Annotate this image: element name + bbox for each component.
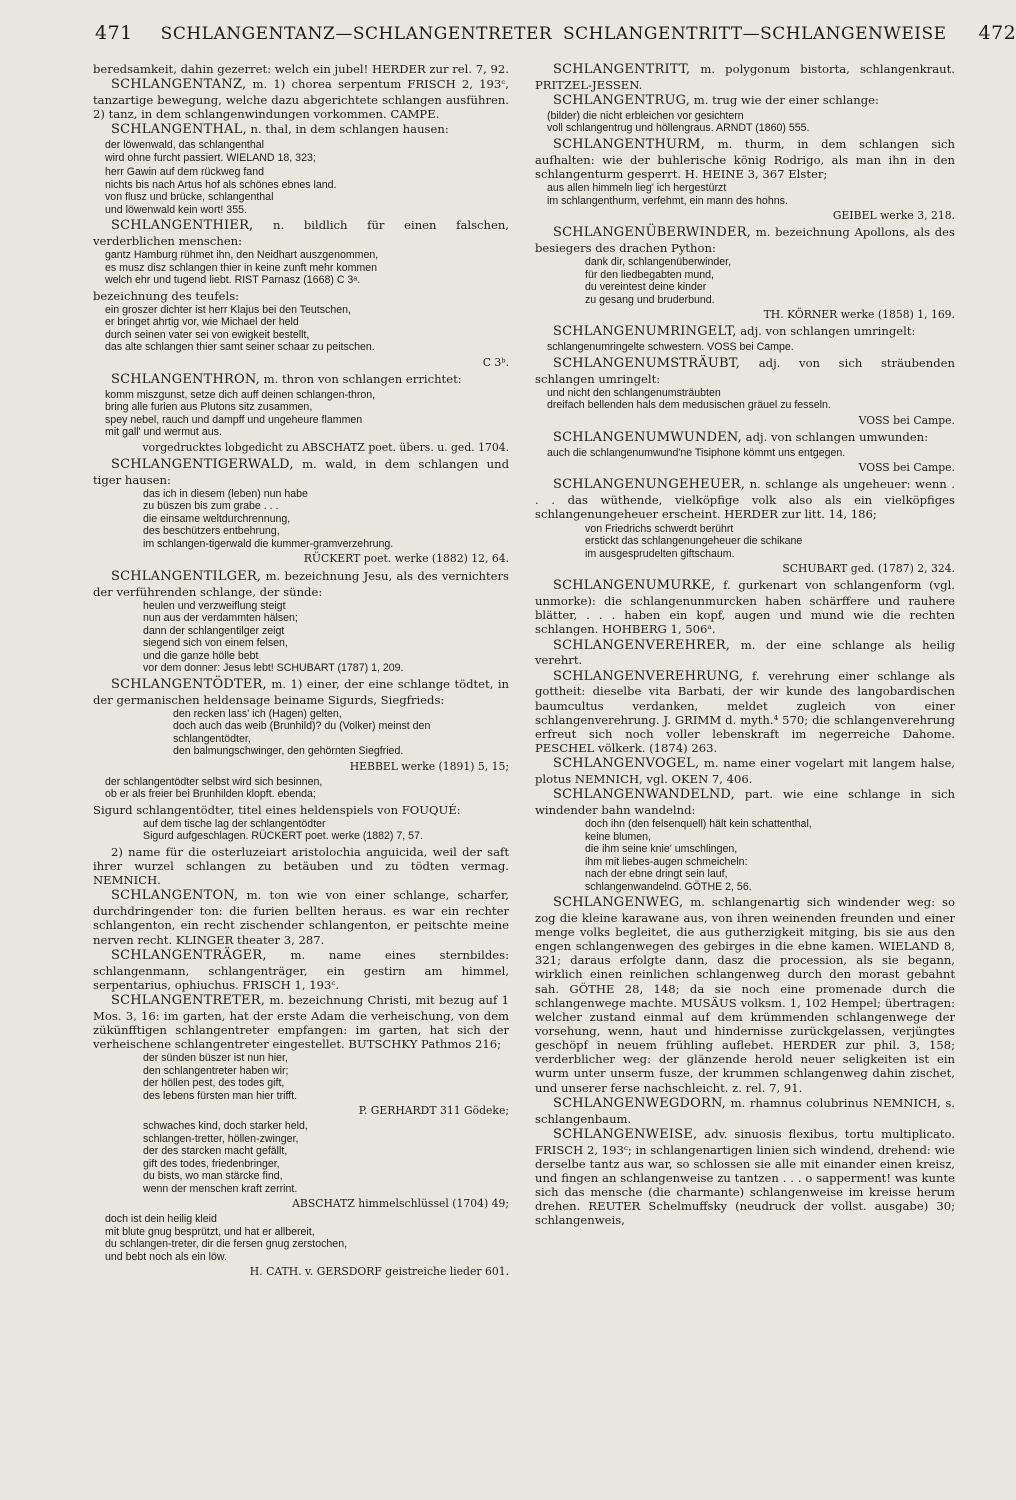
dictionary-entry bbox=[535, 356, 955, 386]
entry-headword: SCHLANGENTILGER, bbox=[111, 568, 262, 584]
quotation: ein groszer dichter ist herr Klajus bei den Teutschen, er bringet ahrtig vor, wie Michael der held durch seinen vater sei von ewigkeit bestellt, das alte schlangen thier samt seiner schaar zu peitschen. bbox=[105, 303, 375, 354]
source-citation: VOSS bei Campe. bbox=[858, 461, 955, 475]
quotation: doch ihn (den felsenquell) hält kein schattenthal, keine blumen, die ihm seine knie' umschlingen, ihm mit liebes-augen schmeicheln: nach der ebne dringt sein lauf, schlangenwandelnd. GÖTHE 2, 56. bbox=[585, 818, 812, 893]
quotation: und nicht den schlangenumsträubten dreifach bellenden hals dem medusischen gräuel zu fesseln. bbox=[547, 386, 831, 412]
dictionary-entry bbox=[535, 430, 955, 446]
dictionary-entry bbox=[535, 477, 955, 521]
entry-headword: SCHLANGENTHIER, bbox=[111, 218, 254, 234]
quotation: der schlangentödter selbst wird sich besinnen, ob er als freier bei Brunhilden klopft. ebenda; bbox=[105, 775, 323, 801]
entry-headword: SCHLANGENTANZ, bbox=[111, 77, 247, 93]
source-citation: GEIBEL werke 3, 218. bbox=[832, 209, 955, 222]
entry-definition: m. bezeichnung Christi, mit bezug auf 1 Mos. 3, 16: im garten, hat der erste Adam die verheischung, von dem zükünfftigen schlangentreter empfangen: im garten, hat sich der verheischene schlangentreter eingestellet. BUTSCHKY Pathmos 216; bbox=[93, 992, 509, 1051]
quotation: das ich in diesem (leben) nun habe zu büszen bis zum grabe . . . die einsame weltdurchrennung, des beschützers entbehrung, im schlangen-tigerwald die kummer-gramverzehrung. bbox=[143, 487, 394, 550]
quotation: auch die schlangenumwund'ne Tisiphone kömmt uns entgegen. bbox=[547, 446, 846, 459]
quotation: dank dir, schlangenüberwinder, für den liedbegabten mund, du vereintest deine kinder zu gesang und bruderbund. bbox=[585, 256, 732, 306]
quotation: auf dem tische lag der schlangentödter Sigurd aufgeschlagen. RÜCKERT poet. werke (1882) 7, 57. bbox=[143, 817, 423, 843]
dictionary-entry bbox=[93, 677, 509, 707]
entry-headword: SCHLANGENUMWUNDEN, bbox=[553, 429, 742, 445]
source-citation: HEBBEL werke (1891) 5, 15; bbox=[349, 759, 509, 773]
dictionary-entry bbox=[93, 372, 509, 388]
entry-definition: m. polygonum bistorta, schlangenkraut. PRITZEL-JESSEN. bbox=[535, 62, 955, 92]
entry-definition: n. thal, in dem schlangen hausen: bbox=[246, 122, 449, 137]
entry-definition: adj. von sich sträubenden schlangen umringelt: bbox=[535, 355, 955, 386]
quotation: aus allen himmeln lieg' ich hergestürzt im schlangenthurm, verfehmt, ein mann des hohns. bbox=[547, 182, 788, 207]
source-citation: vorgedrucktes lobgedicht zu ABSCHATZ poet. übers. u. ged. 1704. bbox=[142, 440, 509, 454]
dictionary-entry bbox=[93, 845, 509, 887]
dictionary-entry bbox=[535, 787, 955, 817]
quotation: den recken lass' ich (Hagen) gelten, doch auch das weib (Brunhild)? du (Volker) meinst den schlangentödter, den balmungschwinger, den gehörnten Siegfried. bbox=[173, 707, 431, 758]
entry-definition: m. wald, in dem schlangen und tiger hausen: bbox=[93, 456, 509, 487]
dictionary-entry bbox=[535, 756, 955, 786]
entry-definition: f. verehrung einer schlange als gottheit: dieselbe vita Barbati, der wir kunde des langobardischen baumcultus verdanken, meldet zugleich von einer schlangenverehrung. J. GRIMM d. myth.⁴ 570; die schlangenverehrung erfreut sich noch voller lebenskraft im negerreiche Dahome. PESCHEL völkerk. (1874) 263. bbox=[535, 668, 955, 755]
quotation: herr Gawin auf dem rückweg fand nichts bis nach Artus hof als schönes ebnes land. von flusz und brücke, schlangenthal und löwenwald kein wort! 355. bbox=[105, 166, 337, 216]
entry-definition: n. schlange als ungeheuer: wenn . . . das wüthende, vielköpfige volk also als ein vielköpfiges schlangenungeheuer erscheint. HERDER zur litt. 14, 186; bbox=[535, 477, 955, 522]
dictionary-entry bbox=[535, 93, 955, 109]
dictionary-entry bbox=[535, 324, 955, 340]
page-number-right: 472 bbox=[978, 22, 1016, 44]
entry-headword: SCHLANGENWEG, bbox=[553, 895, 684, 911]
quotation: der löwenwald, das schlangenthal wird ohne furcht passiert. WIELAND 18, 323; bbox=[105, 139, 316, 164]
quotation: schwaches kind, doch starker held, schlangen-tretter, höllen-zwinger, der des starcken macht gefällt, gift des todes, friedenbringer, du bists, wo man stärcke find, wenn der menschen kraft zerrint. bbox=[143, 1120, 308, 1195]
dictionary-entry bbox=[535, 137, 955, 181]
entry-definition: adj. von schlangen umwunden: bbox=[741, 429, 929, 444]
dictionary-entry bbox=[535, 578, 955, 636]
dictionary-entry bbox=[93, 122, 509, 138]
source-citation: RÜCKERT poet. werke (1882) 12, 64. bbox=[303, 552, 509, 566]
entry-definition: m. name einer vogelart mit langem halse, plotus NEMNICH, vgl. OKEN 7, 406. bbox=[535, 756, 955, 786]
entry-definition: f. gurkenart von schlangenform (vgl. unmorke): die schlangenunmurcken haben schärffere und rauhere blätter, . . . haben ein kopf, augen und mund wie die rechten schlangen. HOHBERG 1, 506ᵃ. bbox=[535, 578, 955, 637]
entry-headword: SCHLANGENTRETER, bbox=[111, 992, 266, 1008]
entry-definition: part. wie eine schlange in sich windender bahn wandelnd: bbox=[535, 787, 955, 817]
entry-headword: SCHLANGENWEISE, bbox=[553, 1126, 698, 1142]
source-citation: TH. KÖRNER werke (1858) 1, 169. bbox=[763, 308, 955, 322]
dictionary-entry bbox=[535, 1127, 955, 1228]
dictionary-entry bbox=[535, 638, 955, 668]
entry-definition: m. thron von schlangen errichtet: bbox=[259, 371, 462, 386]
entry-definition: m. trug wie der einer schlange: bbox=[690, 93, 879, 107]
source-citation: P. GERHARDT 311 Gödeke; bbox=[358, 1104, 509, 1118]
header-title-right: SCHLANGENTRITT—SCHLANGENWEISE bbox=[563, 24, 947, 44]
source-citation: SCHUBART ged. (1787) 2, 324. bbox=[782, 562, 955, 576]
dictionary-entry bbox=[93, 457, 509, 487]
source-citation: VOSS bei Campe. bbox=[858, 413, 955, 427]
dictionary-entry bbox=[535, 1096, 955, 1126]
left-column bbox=[93, 62, 509, 1282]
source-citation: ABSCHATZ himmelschlüssel (1704) 49; bbox=[292, 1197, 509, 1211]
text-paragraph: bezeichnung des teufels: bbox=[93, 288, 240, 303]
running-header-right bbox=[563, 22, 1016, 52]
dictionary-entry bbox=[93, 993, 509, 1051]
entry-headword: SCHLANGENTHAL, bbox=[111, 122, 247, 138]
header-title-left: SCHLANGENTANZ—SCHLANGENTRETER bbox=[160, 24, 553, 44]
dictionary-entry bbox=[93, 77, 509, 121]
quotation: der sünden büszer ist nun hier, den schlangentreter haben wir; der höllen pest, des todes gift, des lebens fürsten man hier trifft. bbox=[143, 1052, 298, 1102]
source-citation: H. CATH. v. GERSDORF geistreiche lieder 601. bbox=[249, 1265, 509, 1279]
quotation: doch ist dein heilig kleid mit blute gnug besprützt, und hat er allbereit, du schlangen-treter, dir die fersen gnug zerstochen, und bebt noch als ein löw. bbox=[105, 1213, 348, 1263]
entry-headword: SCHLANGENTON, bbox=[111, 888, 239, 904]
quotation: von Friedrichs schwerdt berührt erstickt das schlangenungeheuer die schikane im ausgesprudelten giftschaum. bbox=[585, 522, 803, 560]
entry-definition: m. ton wie von einer schlange, scharfer, durchdringender ton: die furien bellten heraus. es war ein rechter schlangenton, ein recht zischender schlangenton, er peitschte meine nerven recht. KLINGER theater 3, 287. bbox=[93, 888, 509, 947]
dictionary-entry bbox=[535, 225, 955, 255]
entry-definition: adv. sinuosis flexibus, tortu multiplicato. FRISCH 2, 193ᶜ; in schlangenartigen linien sich windend, drehend: wie derselbe tantz aus war, so schlossen sie alle mit einander einen kreisz, und fingen an schlangenweise zu tantzen . . . o sapperment! was kunte sich das mensche (die charmante) schlangenweise im kreisse herum drehen. REUTER Schelmuffsky (neudruck der vollst. ausgabe) 30; schlangenweis, bbox=[535, 1126, 955, 1228]
text-paragraph: Sigurd schlangentödter, titel eines heldenspiels von FOUQUÉ: bbox=[93, 802, 461, 817]
entry-definition: m. bezeichnung Jesu, als des vernichters der verführenden schlange, der sünde: bbox=[93, 568, 509, 599]
entry-headword: SCHLANGENUMURKE, bbox=[553, 578, 716, 594]
entry-definition: m. schlangenartig sich windender weg: so zog die kleine karawane aus, von ihren weinenden freunden und einer menge volks begleitet, die aus gutherzigkeit mitging, bis sie aus den engen schlangenwegen des gebirges in die ebne kamen. WIELAND 8, 321; daraus erfolgte dann, dasz die procession, als sie begann, wirklich einen reinlichen schlangenweg durch den morast gebahnt sah. GÖTHE 28, 148; da sie noch eine promenade durch die schlangenwege machte. MUSÄUS volksm. 1, 102 Hempel; übertragen: welcher zustand einmal auf dem krümmenden schlangenwege der vorsehung, wenn, haut und hindernisse zurückgelassen, verjüngtes geschöpf in neuem frühling auflebet. HERDER zur phil. 3, 158; verderblicher weg: der glänzende herold neuer seligkeiten ist ein wurm unter unserm fusze, der krummen schlangenweg dahin zischet, und unserer ferse nachschleicht. z. rel. 7, 91. bbox=[535, 895, 955, 1095]
entry-headword: SCHLANGENTRÄGER, bbox=[111, 947, 267, 963]
entry-headword: SCHLANGENVEREHRER, bbox=[553, 637, 731, 653]
dictionary-entry bbox=[93, 218, 509, 248]
entry-headword: SCHLANGENTRITT, bbox=[553, 62, 691, 77]
source-citation: C 3ᵇ. bbox=[482, 355, 509, 369]
entry-definition: m. 1) einer, der eine schlange tödtet, in der germanischen heldensage beiname Sigurds, Siegfrieds: bbox=[93, 676, 509, 707]
entry-definition: m. rhamnus colubrinus NEMNICH, s. schlangenbaum. bbox=[535, 1095, 955, 1126]
quotation: schlangenumringelte schwestern. VOSS bei Campe. bbox=[547, 341, 794, 354]
entry-headword: SCHLANGENVEREHRUNG, bbox=[553, 668, 744, 684]
text-paragraph: beredsamkeit, dahin gezerret: welch ein jubel! HERDER zur rel. 7, 92. bbox=[93, 62, 509, 76]
entry-definition: m. 1) chorea serpentum FRISCH 2, 193ᶜ, tanzartige bewegung, welche dazu abgerichtete schlangen ausführen. 2) tanz, in dem schlangenwindungen vorkommen. CAMPE. bbox=[93, 77, 509, 122]
entry-headword: SCHLANGENVOGEL, bbox=[553, 756, 700, 772]
dictionary-entry bbox=[93, 569, 509, 599]
dictionary-entry bbox=[535, 669, 955, 756]
quotation: gantz Hamburg rühmet ihn, den Neidhart auszgenommen, es musz disz schlangen thier in keine zunft mehr kommen welch ehr und tugend liebt. RIST Parnasz (1668) C 3ᵃ. bbox=[105, 249, 379, 287]
running-header-left bbox=[95, 22, 552, 52]
entry-headword: SCHLANGENTRUG, bbox=[553, 93, 691, 108]
entry-headword: SCHLANGENÜBERWINDER, bbox=[553, 225, 752, 241]
entry-headword: SCHLANGENTHRON, bbox=[111, 371, 260, 387]
entry-definition: adj. von schlangen umringelt: bbox=[736, 324, 916, 339]
page-number-left: 471 bbox=[95, 22, 133, 44]
entry-definition: n. bildlich für einen falschen, verderblichen menschen: bbox=[93, 218, 509, 248]
right-column bbox=[535, 62, 955, 1228]
quotation: heulen und verzweiflung steigt nun aus der verdammten hälsen; dann der schlangentilger zeigt siegend sich von einem felsen, und die ganze hölle bebt vor dem donner: Jesus lebt! SCHUBART (1787) 1, 209. bbox=[143, 599, 404, 675]
entry-definition: m. name eines sternbildes: schlangenmann, schlangenträger, ein gestirn am himmel, serpentarius, ophiuchus. FRISCH 1, 193ᶜ. bbox=[93, 947, 509, 992]
dictionary-entry bbox=[535, 62, 955, 92]
entry-definition: m. thurm, in dem schlangen sich aufhalten: wie der buhlerische könig Rodrigo, als man ihn in den schlangenturm gesperrt. H. HEINE 3, 367 Elster; bbox=[535, 136, 955, 181]
quotation: komm miszgunst, setze dich auff deinen schlangen-thron, bring alle furien aus Plutons sitz zusammen, spey nebel, rauch und dampff und ungeheure flammen mit gall' und wermut aus. bbox=[105, 388, 376, 439]
entry-headword: SCHLANGENUMRINGELT, bbox=[553, 324, 737, 340]
entry-headword: SCHLANGENTIGERWALD, bbox=[111, 456, 294, 472]
entry-headword: SCHLANGENTHURM, bbox=[553, 136, 706, 152]
dictionary-entry bbox=[93, 948, 509, 992]
entry-headword: SCHLANGENWEGDORN, bbox=[553, 1095, 727, 1111]
entry-headword: SCHLANGENUNGEHEUER, bbox=[553, 477, 746, 493]
entry-definition: 2) name für die osterluzeiart aristolochia anguicida, weil der saft ihrer wurzel schlangen zu betäuben und zu tödten vermag. NEMNICH. bbox=[93, 844, 509, 888]
quotation: (bilder) die nicht erbleichen vor gesichtern voll schlangentrug und höllengraus. ARNDT (1860) 555. bbox=[547, 109, 810, 135]
entry-definition: m. bezeichnung Apollons, als des besiegers des drachen Python: bbox=[535, 225, 955, 256]
dictionary-entry bbox=[535, 895, 955, 1095]
entry-headword: SCHLANGENUMSTRÄUBT, bbox=[553, 355, 741, 371]
dictionary-entry bbox=[93, 888, 509, 946]
entry-headword: SCHLANGENWANDELND, bbox=[553, 787, 735, 803]
entry-headword: SCHLANGENTÖDTER, bbox=[111, 676, 267, 692]
entry-definition: m. der eine schlange als heilig verehrt. bbox=[535, 637, 955, 668]
